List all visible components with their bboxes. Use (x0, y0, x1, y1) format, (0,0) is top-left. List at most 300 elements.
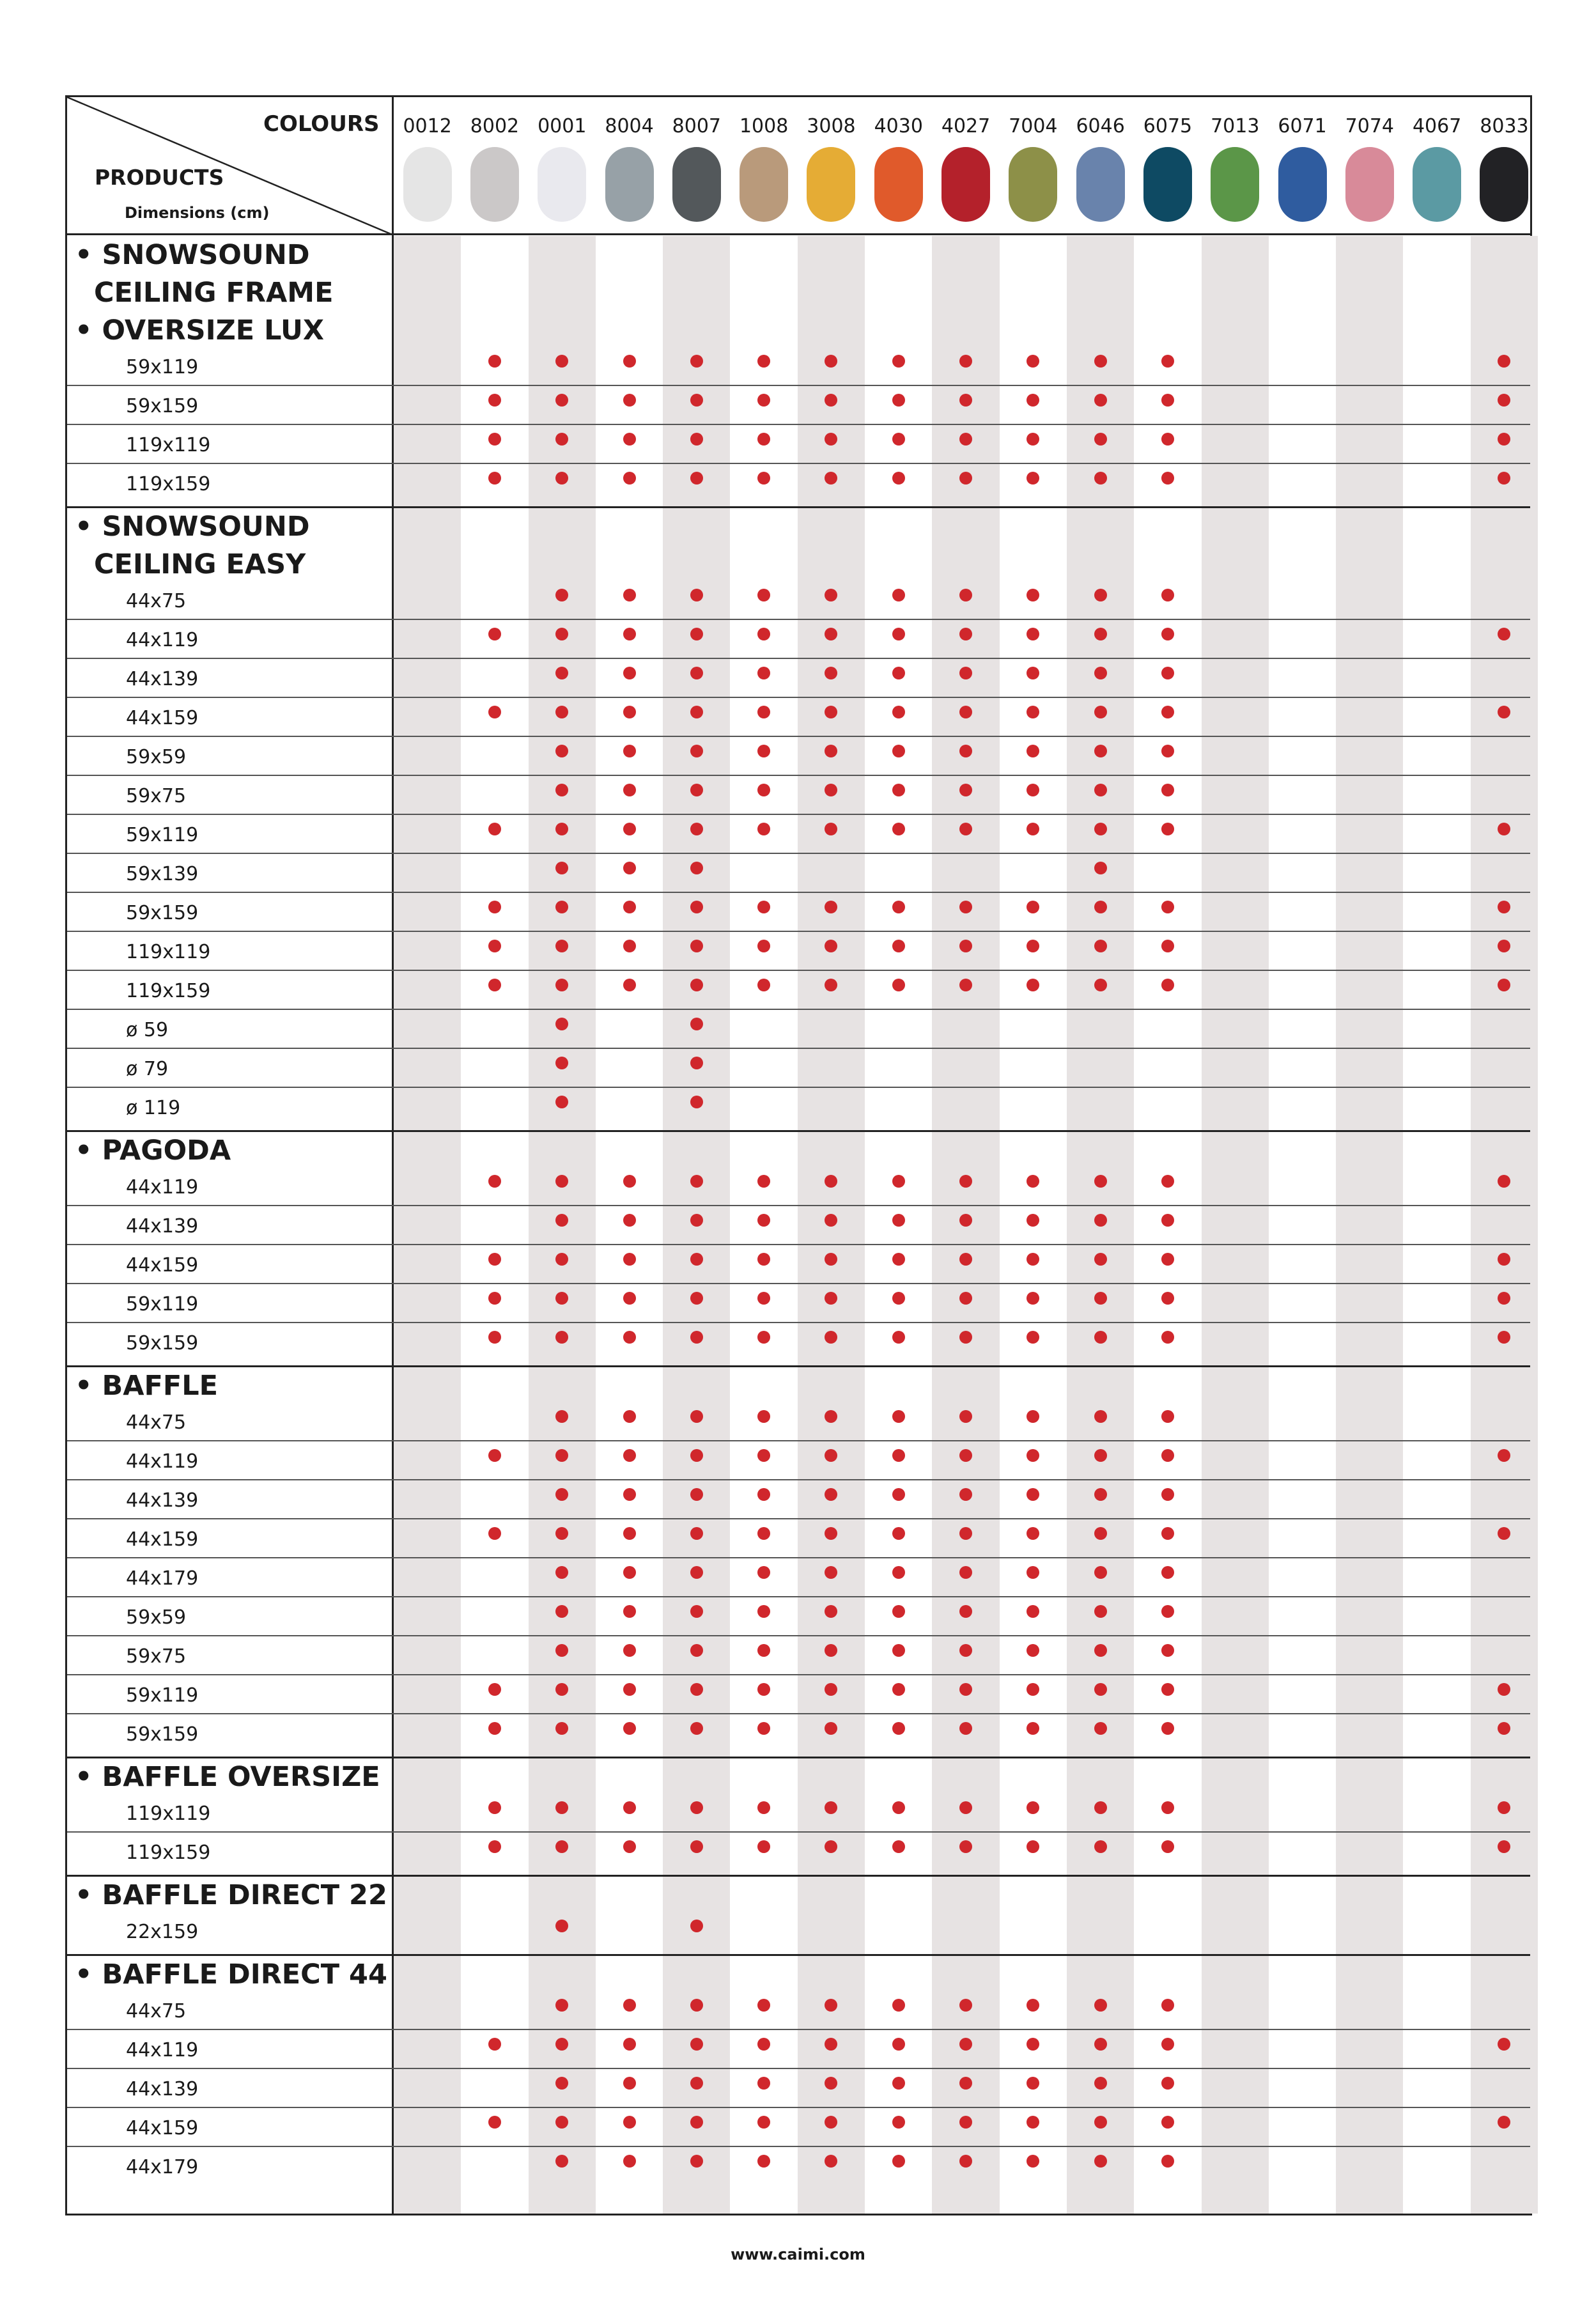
availability-dot (892, 1566, 905, 1579)
row-divider (67, 1518, 1530, 1519)
dimension-label: 59x159 (126, 902, 199, 924)
availability-dot (757, 1488, 770, 1501)
availability-dot (1027, 2038, 1039, 2051)
availability-dot (1161, 1722, 1174, 1735)
availability-dot (959, 901, 972, 913)
colour-swatch (740, 147, 788, 222)
availability-dot (488, 940, 501, 952)
dimension-label: 119x159 (126, 473, 211, 495)
availability-dot (757, 940, 770, 952)
colour-swatch (1211, 147, 1259, 222)
availability-dot (892, 628, 905, 640)
colour-code: 3008 (807, 115, 856, 137)
availability-dot (757, 1214, 770, 1227)
dimension-label: 44x139 (126, 1489, 199, 1512)
availability-dot (757, 745, 770, 757)
section-title: • BAFFLE DIRECT 22 (75, 1879, 387, 1911)
availability-dot (690, 1605, 703, 1618)
availability-dot (690, 1722, 703, 1735)
availability-dot (959, 1449, 972, 1462)
dimension-label: 59x159 (126, 1332, 199, 1354)
availability-dot (1161, 823, 1174, 835)
availability-dot (1027, 1605, 1039, 1618)
availability-dot (1094, 1488, 1107, 1501)
availability-dot (959, 2038, 972, 2051)
row-divider (67, 463, 1530, 464)
availability-dot (623, 1566, 636, 1579)
availability-dot (892, 706, 905, 718)
availability-dot (690, 940, 703, 952)
availability-dot (892, 1253, 905, 1266)
availability-dot (1094, 1566, 1107, 1579)
header-divider (67, 233, 1530, 235)
availability-dot (690, 394, 703, 407)
availability-dot (892, 2116, 905, 2129)
dimension-label: 44x139 (126, 1215, 199, 1237)
availability-dot (488, 979, 501, 991)
availability-dot (690, 1292, 703, 1305)
availability-dot (892, 355, 905, 368)
availability-dot (1094, 706, 1107, 718)
colour-swatch (1076, 147, 1125, 222)
dimension-label: 59x119 (126, 1684, 199, 1707)
availability-dot (757, 433, 770, 446)
availability-dot (488, 2038, 501, 2051)
availability-dot (488, 901, 501, 913)
availability-dot (488, 1801, 501, 1814)
availability-dot (959, 1410, 972, 1423)
products-label: PRODUCTS (95, 165, 224, 190)
row-divider (67, 619, 1530, 620)
availability-dot (623, 1801, 636, 1814)
availability-dot (959, 1331, 972, 1344)
availability-dot (757, 667, 770, 679)
availability-dot (757, 2116, 770, 2129)
availability-dot (488, 1527, 501, 1540)
dimension-label: 119x119 (126, 1803, 211, 1825)
row-divider (67, 736, 1530, 737)
availability-dot (1161, 355, 1174, 368)
availability-dot (757, 1566, 770, 1579)
availability-dot (1094, 862, 1107, 874)
section-title: • BAFFLE OVERSIZE (75, 1761, 380, 1793)
availability-dot (959, 394, 972, 407)
availability-dot (623, 1605, 636, 1618)
availability-dot (892, 589, 905, 601)
availability-dot (1161, 1605, 1174, 1618)
availability-dot (1027, 1999, 1039, 2012)
availability-dot (892, 979, 905, 991)
dimension-label: 44x75 (126, 590, 187, 612)
availability-dot (757, 1527, 770, 1540)
availability-dot (1094, 1527, 1107, 1540)
colour-swatch (1278, 147, 1327, 222)
availability-dot (892, 940, 905, 952)
availability-dot (892, 784, 905, 796)
dimension-label: 44x119 (126, 1176, 199, 1199)
availability-dot (959, 1722, 972, 1735)
availability-dot (892, 1644, 905, 1657)
availability-dot (1094, 667, 1107, 679)
colour-swatch (874, 147, 923, 222)
availability-dot (757, 1722, 770, 1735)
availability-dot (690, 706, 703, 718)
colour-swatch (1413, 147, 1461, 222)
availability-dot (1161, 1331, 1174, 1344)
availability-dot (757, 1644, 770, 1657)
availability-dot (690, 472, 703, 485)
availability-dot (690, 2116, 703, 2129)
availability-dot (1027, 667, 1039, 679)
dimension-label: 119x159 (126, 1842, 211, 1864)
availability-dot (1094, 2116, 1107, 2129)
availability-dot (623, 1683, 636, 1696)
availability-dot (488, 1449, 501, 1462)
availability-dot (1094, 589, 1107, 601)
availability-dot (959, 1527, 972, 1540)
availability-dot (959, 1253, 972, 1266)
dimension-label: ø 119 (126, 1097, 181, 1119)
availability-dot (1027, 2077, 1039, 2090)
row-divider (67, 1205, 1530, 1206)
availability-dot (1027, 472, 1039, 485)
row-divider (67, 1440, 1530, 1441)
availability-dot (623, 1410, 636, 1423)
availability-dot (1094, 1410, 1107, 1423)
availability-dot (959, 745, 972, 757)
availability-dot (1161, 745, 1174, 757)
row-divider (67, 1048, 1530, 1049)
availability-dot (959, 355, 972, 368)
colour-availability-table (65, 95, 1532, 2215)
availability-dot (623, 2077, 636, 2090)
availability-dot (1161, 1644, 1174, 1657)
availability-dot (690, 901, 703, 913)
availability-dot (959, 1175, 972, 1188)
availability-dot (690, 1410, 703, 1423)
dimension-label: ø 59 (126, 1019, 169, 1041)
availability-dot (1094, 355, 1107, 368)
availability-dot (757, 472, 770, 485)
row-divider (67, 1831, 1530, 1833)
availability-dot (623, 901, 636, 913)
availability-dot (1027, 589, 1039, 601)
availability-dot (1094, 2038, 1107, 2051)
availability-dot (1027, 1449, 1039, 1462)
availability-dot (892, 1214, 905, 1227)
availability-dot (1161, 979, 1174, 991)
availability-dot (757, 784, 770, 796)
availability-dot (1161, 1410, 1174, 1423)
availability-dot (1094, 1175, 1107, 1188)
availability-dot (892, 1840, 905, 1853)
availability-dot (892, 472, 905, 485)
colour-code: 7074 (1345, 115, 1395, 137)
availability-dot (623, 1449, 636, 1462)
availability-dot (1161, 901, 1174, 913)
availability-dot (623, 940, 636, 952)
section-title: • SNOWSOUND CEILING FRAME • OVERSIZE LUX (75, 239, 334, 346)
availability-dot (1094, 472, 1107, 485)
row-divider (67, 1244, 1530, 1245)
availability-dot (892, 1488, 905, 1501)
dimension-label: 44x139 (126, 2078, 199, 2100)
colour-code: 8002 (470, 115, 520, 137)
dimension-label: 44x139 (126, 668, 199, 690)
availability-dot (690, 1683, 703, 1696)
availability-dot (757, 1292, 770, 1305)
availability-dot (1094, 1801, 1107, 1814)
availability-dot (757, 706, 770, 718)
colour-code: 4067 (1412, 115, 1462, 137)
colour-code: 6071 (1278, 115, 1327, 137)
colour-code: 6075 (1143, 115, 1193, 137)
availability-dot (623, 1840, 636, 1853)
availability-dot (892, 1527, 905, 1540)
availability-dot (892, 1175, 905, 1188)
availability-dot (623, 1214, 636, 1227)
availability-dot (1161, 940, 1174, 952)
availability-dot (623, 1722, 636, 1735)
row-divider (67, 931, 1530, 932)
availability-dot (892, 1331, 905, 1344)
availability-dot (1027, 1840, 1039, 1853)
availability-dot (1027, 784, 1039, 796)
availability-dot (1027, 1527, 1039, 1540)
availability-dot (959, 1566, 972, 1579)
colour-code: 6046 (1076, 115, 1125, 137)
availability-dot (757, 355, 770, 368)
availability-dot (1027, 1253, 1039, 1266)
colour-code: 4030 (874, 115, 923, 137)
availability-dot (1161, 667, 1174, 679)
availability-dot (959, 1840, 972, 1853)
availability-dot (959, 628, 972, 640)
availability-dot (757, 394, 770, 407)
availability-dot (488, 2116, 501, 2129)
availability-dot (892, 901, 905, 913)
row-divider (67, 1283, 1530, 1284)
availability-dot (1161, 433, 1174, 446)
availability-dot (690, 1449, 703, 1462)
availability-dot (623, 667, 636, 679)
availability-dot (757, 1410, 770, 1423)
availability-dot (488, 472, 501, 485)
dimension-label: 44x179 (126, 1567, 199, 1590)
availability-dot (1094, 628, 1107, 640)
availability-dot (488, 1253, 501, 1266)
availability-dot (892, 1801, 905, 1814)
availability-dot (488, 1840, 501, 1853)
dimension-label: 44x119 (126, 629, 199, 651)
availability-dot (690, 2155, 703, 2168)
availability-dot (1161, 2038, 1174, 2051)
availability-dot (1094, 1999, 1107, 2012)
dimension-label: 22x159 (126, 1921, 199, 1943)
availability-dot (892, 2155, 905, 2168)
colour-swatch (1345, 147, 1394, 222)
row-divider (67, 2107, 1530, 2108)
row-divider (67, 1087, 1530, 1088)
row-divider (67, 814, 1530, 815)
column-stripe (1336, 236, 1403, 2214)
availability-dot (690, 1801, 703, 1814)
row-divider (67, 970, 1530, 971)
availability-dot (488, 628, 501, 640)
availability-dot (959, 1683, 972, 1696)
availability-dot (892, 433, 905, 446)
availability-dot (690, 589, 703, 601)
dimension-label: 44x75 (126, 1411, 187, 1434)
availability-dot (1161, 472, 1174, 485)
colour-swatch (470, 147, 519, 222)
availability-dot (623, 2116, 636, 2129)
availability-dot (690, 979, 703, 991)
availability-dot (959, 2155, 972, 2168)
availability-dot (1094, 2077, 1107, 2090)
availability-dot (488, 1331, 501, 1344)
row-divider (67, 2146, 1530, 2147)
availability-dot (1027, 1644, 1039, 1657)
dimension-label: 59x159 (126, 1723, 199, 1746)
availability-dot (1161, 1527, 1174, 1540)
availability-dot (623, 706, 636, 718)
availability-dot (623, 862, 636, 874)
availability-dot (959, 1605, 972, 1618)
availability-dot (690, 1018, 703, 1030)
availability-dot (690, 1920, 703, 1932)
availability-dot (1094, 784, 1107, 796)
availability-dot (757, 1331, 770, 1344)
dimension-label: 59x59 (126, 1606, 187, 1629)
availability-dot (892, 1999, 905, 2012)
availability-dot (1161, 628, 1174, 640)
availability-dot (1027, 1722, 1039, 1735)
section-divider (67, 1365, 1530, 1367)
section-title: • BAFFLE DIRECT 44 (75, 1959, 387, 1990)
dimension-label: 59x139 (126, 863, 199, 885)
availability-dot (1027, 1488, 1039, 1501)
availability-dot (892, 1722, 905, 1735)
availability-dot (959, 1214, 972, 1227)
availability-dot (959, 823, 972, 835)
availability-dot (1027, 1410, 1039, 1423)
colour-swatch (1480, 147, 1528, 222)
dimension-label: 44x119 (126, 2039, 199, 2061)
availability-dot (757, 1683, 770, 1696)
dimensions-label: Dimensions (cm) (125, 204, 270, 222)
colour-code: 7013 (1211, 115, 1260, 137)
availability-dot (959, 472, 972, 485)
row-divider (67, 892, 1530, 893)
colour-swatch (941, 147, 990, 222)
availability-dot (757, 1175, 770, 1188)
availability-dot (690, 1331, 703, 1344)
availability-dot (690, 433, 703, 446)
availability-dot (1094, 1605, 1107, 1618)
availability-dot (1027, 1331, 1039, 1344)
availability-dot (690, 2038, 703, 2051)
availability-dot (623, 784, 636, 796)
availability-dot (623, 823, 636, 835)
dimension-label: 119x159 (126, 980, 211, 1002)
availability-dot (1027, 355, 1039, 368)
availability-dot (1027, 940, 1039, 952)
availability-dot (959, 1801, 972, 1814)
availability-dot (757, 589, 770, 601)
availability-dot (1094, 1331, 1107, 1344)
availability-dot (623, 1527, 636, 1540)
availability-dot (1027, 2155, 1039, 2168)
availability-dot (1027, 745, 1039, 757)
availability-dot (690, 1214, 703, 1227)
availability-dot (959, 1488, 972, 1501)
availability-dot (892, 2038, 905, 2051)
availability-dot (690, 667, 703, 679)
availability-dot (1161, 1566, 1174, 1579)
colour-code: 1008 (739, 115, 789, 137)
availability-dot (690, 1488, 703, 1501)
availability-dot (959, 1292, 972, 1305)
availability-dot (892, 1683, 905, 1696)
availability-dot (690, 1566, 703, 1579)
availability-dot (1094, 394, 1107, 407)
availability-dot (690, 1096, 703, 1108)
colour-code: 8004 (605, 115, 654, 137)
availability-dot (488, 355, 501, 368)
colour-swatch (605, 147, 654, 222)
availability-dot (757, 2155, 770, 2168)
availability-dot (757, 901, 770, 913)
availability-dot (690, 1175, 703, 1188)
availability-dot (488, 394, 501, 407)
section-title: • SNOWSOUND CEILING EASY (75, 511, 310, 580)
availability-dot (1094, 901, 1107, 913)
availability-dot (1161, 2155, 1174, 2168)
row-divider (67, 2068, 1530, 2069)
availability-dot (1094, 979, 1107, 991)
colour-code: 0012 (403, 115, 452, 137)
row-divider (67, 2029, 1530, 2030)
availability-dot (892, 1292, 905, 1305)
availability-dot (892, 2077, 905, 2090)
availability-dot (623, 628, 636, 640)
dimension-label: 44x75 (126, 2000, 187, 2022)
availability-dot (623, 433, 636, 446)
row-divider (67, 424, 1530, 425)
row-divider (67, 697, 1530, 698)
availability-dot (1027, 823, 1039, 835)
colour-swatch (538, 147, 586, 222)
dimension-label: 59x119 (126, 824, 199, 846)
availability-dot (892, 1410, 905, 1423)
dimension-label: ø 79 (126, 1058, 169, 1080)
availability-dot (690, 355, 703, 368)
column-stripe (394, 236, 461, 2214)
availability-dot (959, 589, 972, 601)
availability-dot (1027, 433, 1039, 446)
availability-dot (488, 1292, 501, 1305)
availability-dot (1161, 394, 1174, 407)
row-divider (67, 658, 1530, 659)
availability-dot (959, 1999, 972, 2012)
dimension-label: 59x119 (126, 1293, 199, 1315)
colour-code: 0001 (538, 115, 587, 137)
availability-dot (488, 706, 501, 718)
availability-dot (1094, 1253, 1107, 1266)
availability-dot (488, 433, 501, 446)
availability-dot (1027, 706, 1039, 718)
